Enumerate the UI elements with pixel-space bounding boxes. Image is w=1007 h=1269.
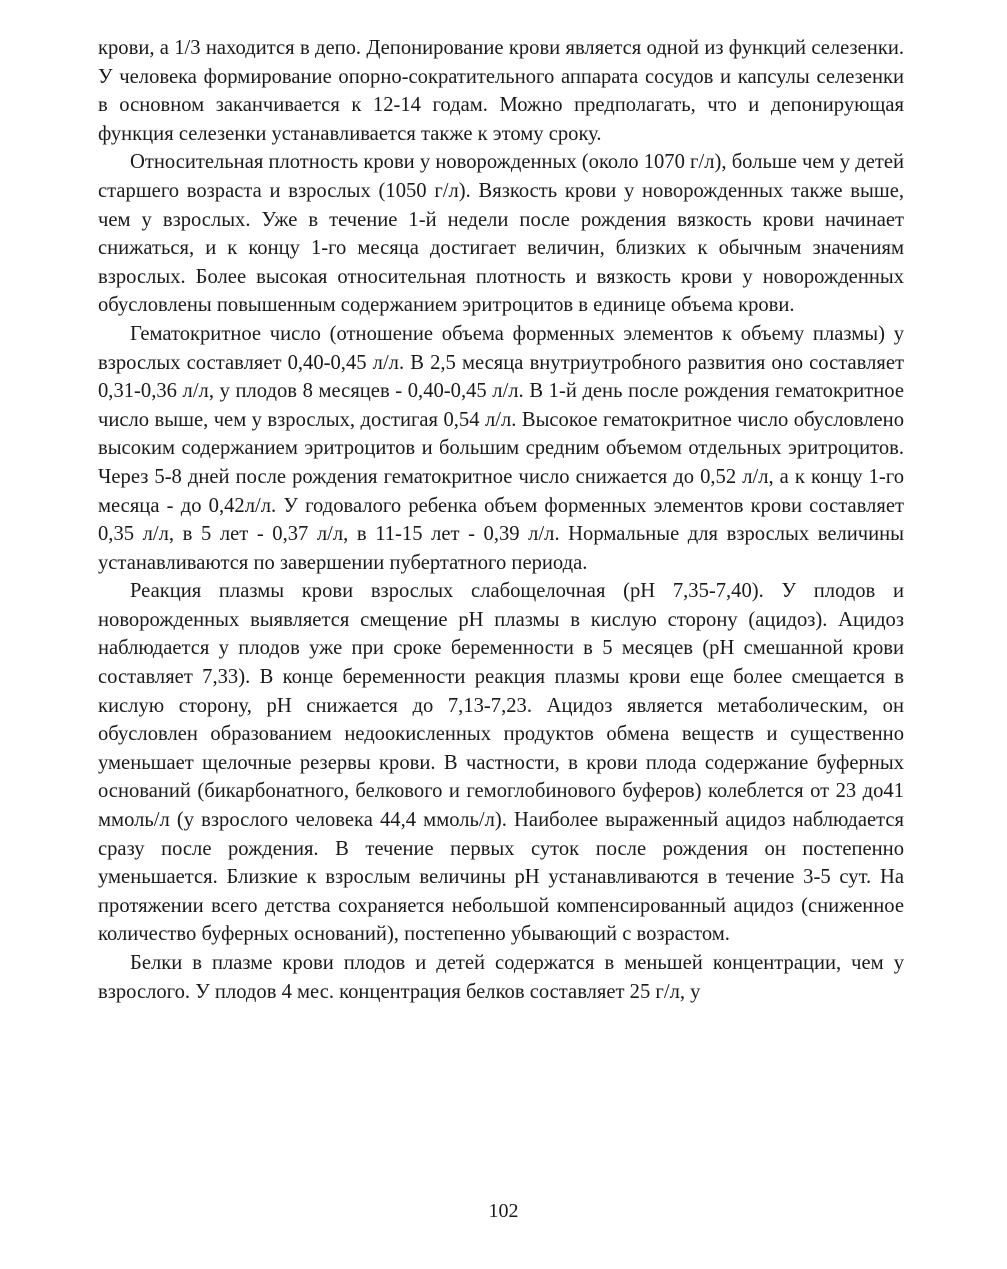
page-number: 102 [488, 1200, 519, 1222]
paragraph-depot-continuation: крови, а 1/3 находится в депо. Депонирование крови является одной из функций селезенки. У человека формирование опорно-сократительного аппарата сосудов и капсулы селезенки в основном заканчивается к 12-14 годам. Можно предполагать, что и депонирующая функция селезенки устанавливается также к этому сроку. [98, 37, 904, 145]
paragraph-plasma-proteins: Белки в плазме крови плодов и детей содержатся в меньшей концентрации, чем у взрослого. У плодов 4 мес. концентрация белков составляет 25 г/л, у [98, 952, 904, 1003]
document-body [98, 34, 904, 1006]
paragraph-hematocrit: Гематокритное число (отношение объема форменных элементов к объему плазмы) у взрослых составляет 0,40-0,45 л/л. В 2,5 месяца внутриутробного развития оно составляет 0,31-0,36 л/л, у плодов 8 месяцев - 0,40-0,45 л/л. В 1-й день после рождения гематокритное число выше, чем у взрослых, достигая 0,54 л/л. Высокое гематокритное число обусловлено высоким содержанием эритроцитов и большим средним объемом отдельных эритроцитов. Через 5-8 дней после рождения гематокритное число снижается до 0,52 л/л, а к концу 1-го месяца - до 0,42л/л. У годовалого ребенка объем форменных элементов крови составляет 0,35 л/л, в 5 лет - 0,37 л/л, в 11-15 лет - 0,39 л/л. Нормальные для взрослых величины устанавливаются по завершении пубертатного периода. [98, 322, 904, 574]
paragraph-plasma-ph: Реакция плазмы крови взрослых слабощелочная (рН 7,35-7,40). У плодов и новорожденных выявляется смещение рН плазмы в кислую сторону (ацидоз). Ацидоз наблюдается у плодов уже при сроке беременности в 5 месяцев (рН смешанной крови составляет 7,33). В конце беременности реакция плазмы крови еще более смещается в кислую сторону, рН снижается до 7,13-7,23. Ацидоз является метаболическим, он обусловлен образованием недоокисленных продуктов обмена веществ и существенно уменьшает щелочные резервы крови. В частности, в крови плода содержание буферных оснований (бикарбонатного, белкового и гемоглобинового буферов) колеблется от 23 до41 ммоль/л (у взрослого человека 44,4 ммоль/л). Наиболее выраженный ацидоз наблюдается сразу после рождения. В течение первых суток после рождения он постепенно уменьшается. Близкие к взрослым величины рН устанавливаются в течение 3-5 сут. На протяжении всего детства сохраняется небольшой компенсированный ацидоз (сниженное количество буферных оснований), постепенно убывающий с возрастом. [98, 580, 904, 946]
paragraph-blood-density: Относительная плотность крови у новорожденных (около 1070 г/л), больше чем у детей старшего возраста и взрослых (1050 г/л). Вязкость крови у новорожденных также выше, чем у взрослых. Уже в течение 1-й недели после рождения вязкость крови начинает снижаться, и к концу 1-го месяца достигает величин, близких к обычным значениям взрослых. Более высокая относительная плотность и вязкость крови у новорожденных обусловлены повышенным содержанием эритроцитов в единице объема крови. [98, 151, 904, 317]
